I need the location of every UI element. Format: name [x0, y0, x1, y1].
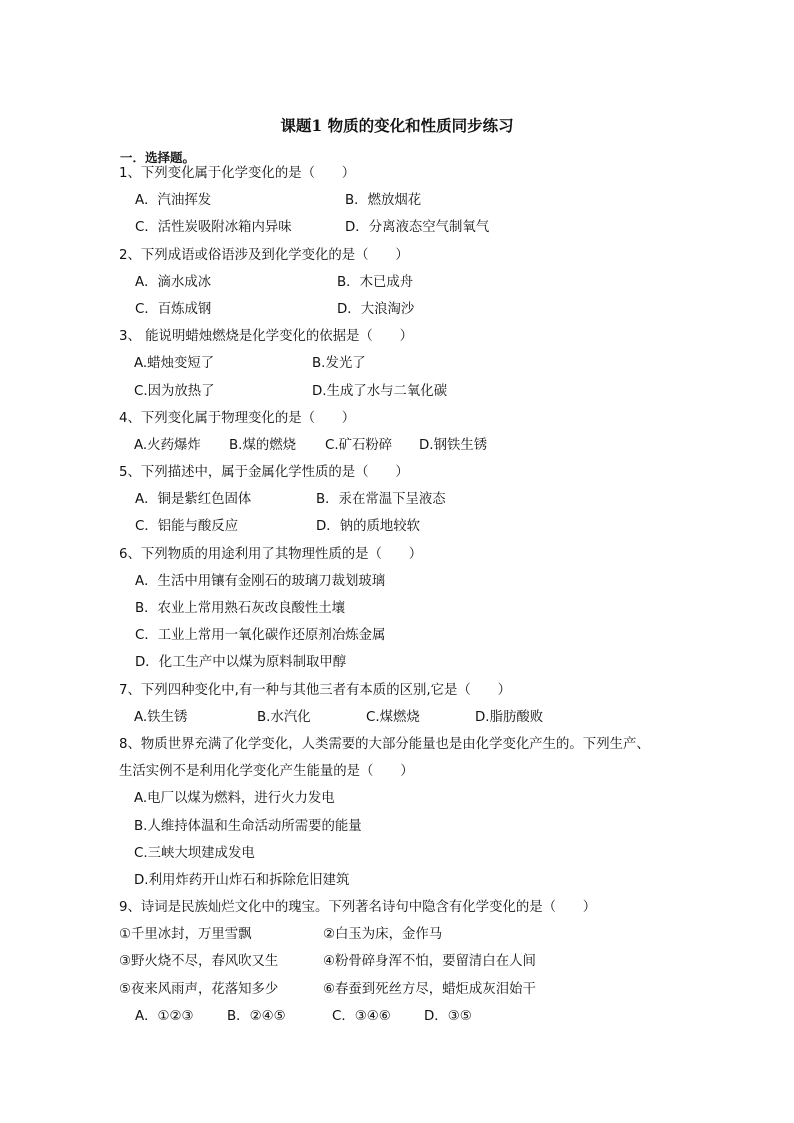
question-list — [119, 160, 679, 1030]
q3-option-a: A.蜡烛变短了 — [134, 356, 215, 372]
question-1-options-row2 — [119, 214, 679, 241]
question-4-options — [119, 432, 679, 459]
q6-option-b: B．农业上常用熟石灰改良酸性土壤 — [135, 601, 346, 616]
q5-option-a: A．铜是紫红色固体 — [135, 492, 252, 508]
q8-option-a: A.电厂以煤为燃料，进行火力发电 — [134, 791, 335, 807]
q6-option-a: A．生活中用镶有金刚石的玻璃刀裁划玻璃 — [135, 573, 386, 589]
q6-option-c: C．工业上常用一氧化碳作还原剂冶炼金属 — [135, 628, 386, 644]
q7-option-a: A.铁生锈 — [134, 709, 188, 725]
q7-option-b: B.水汽化 — [257, 709, 311, 725]
question-3-stem: 3、 能说明蜡烛燃烧是化学变化的依据是（ ） — [119, 329, 413, 345]
q5-option-d: D．钠的质地较软 — [316, 519, 421, 535]
question-5-options-row2 — [119, 513, 679, 540]
question-9-options — [119, 1003, 679, 1030]
q9-poem-3: ③野火烧不尽，春风吹又生 — [119, 954, 279, 970]
question-5-stem: 5、下列描述中，属于金属化学性质的是（ ） — [119, 465, 409, 481]
q9-poem-6: ⑥春蚕到死丝方尽，蜡炬成灰泪始干 — [323, 981, 536, 997]
q2-option-c: C．百炼成钢 — [135, 301, 212, 317]
q4-option-a: A.火药爆炸 — [134, 437, 201, 453]
q4-option-b: B.煤的燃烧 — [229, 437, 297, 453]
q9-poem-4: ④粉骨碎身浑不怕，要留清白在人间 — [323, 954, 536, 970]
q1-option-c: C．活性炭吸附冰箱内异味 — [135, 220, 292, 236]
q8-option-c: C.三峡大坝建成发电 — [134, 845, 255, 861]
question-1-stem: 1、下列变化属于化学变化的是（ ） — [119, 166, 356, 181]
q2-option-a: A．滴水成冰 — [135, 274, 212, 290]
q9-option-d: D．③⑤ — [424, 1008, 472, 1024]
question-9-poems-row1 — [119, 921, 679, 948]
q4-option-d: D.钢铁生锈 — [419, 437, 488, 453]
q3-option-b: B.发光了 — [312, 356, 366, 372]
q6-option-d: D．化工生产中以煤为原料制取甲醇 — [135, 655, 347, 671]
q1-option-b: B．燃放烟花 — [345, 193, 422, 209]
question-8-stem-line1: 8、物质世界充满了化学变化，人类需要的大部分能量也是由化学变化产生的。下列生产、 — [119, 736, 650, 752]
question-9-stem: 9、诗词是民族灿烂文化中的瑰宝。下列著名诗句中隐含有化学变化的是（ ） — [119, 900, 597, 916]
q8-option-d: D.利用炸药开山炸石和拆除危旧建筑 — [134, 872, 350, 888]
question-4-stem: 4、下列变化属于物理变化的是（ ） — [119, 410, 356, 426]
q5-option-b: B．汞在常温下呈液态 — [316, 492, 446, 508]
q9-option-b: B．②④⑤ — [227, 1008, 286, 1024]
q9-poem-5: ⑤夜来风雨声，花落知多少 — [119, 981, 279, 997]
q1-option-a: A．汽油挥发 — [135, 193, 212, 209]
question-7-options — [119, 704, 679, 731]
question-2-options-row1 — [119, 269, 679, 296]
page-title: 课题1 物质的变化和性质同步练习 — [280, 116, 514, 135]
q1-option-d: D．分离液态空气制氧气 — [345, 220, 490, 236]
question-9-poems-row3 — [119, 976, 679, 1003]
q9-option-a: A．①②③ — [135, 1008, 194, 1024]
question-7-stem: 7、下列四种变化中,有一种与其他三者有本质的区别,它是（ ） — [119, 682, 511, 698]
q9-poem-1: ①千里冰封，万里雪飘 — [119, 927, 252, 943]
question-5-options-row1 — [119, 486, 679, 513]
question-2-stem: 2、下列成语或俗语涉及到化学变化的是（ ） — [119, 247, 409, 263]
question-3-options-row1 — [119, 350, 679, 377]
question-9-poems-row2 — [119, 948, 679, 975]
question-3-options-row2 — [119, 378, 679, 405]
section-heading: 一．选择题。 — [120, 150, 196, 165]
q3-option-d: D.生成了水与二氧化碳 — [312, 383, 448, 399]
question-1-options-row1 — [119, 187, 679, 214]
q9-poem-2: ②白玉为床，金作马 — [323, 927, 443, 943]
question-6-stem: 6、下列物质的用途利用了其物理性质的是（ ） — [119, 546, 423, 562]
q3-option-c: C.因为放热了 — [134, 383, 215, 399]
q4-option-c: C.矿石粉碎 — [325, 437, 393, 453]
q8-option-b: B.人维持体温和生命活动所需要的能量 — [134, 818, 362, 834]
q7-option-c: C.煤燃烧 — [366, 709, 420, 725]
question-8-stem-line2: 生活实例不是利用化学变化产生能量的是（ ） — [119, 764, 414, 780]
question-2-options-row2 — [119, 296, 679, 323]
q7-option-d: D.脂肪酸败 — [475, 709, 544, 725]
q5-option-c: C．铝能与酸反应 — [135, 519, 239, 535]
q2-option-d: D．大浪淘沙 — [337, 301, 415, 317]
q2-option-b: B．木已成舟 — [337, 274, 414, 290]
q9-option-c: C．③④⑥ — [332, 1008, 391, 1024]
